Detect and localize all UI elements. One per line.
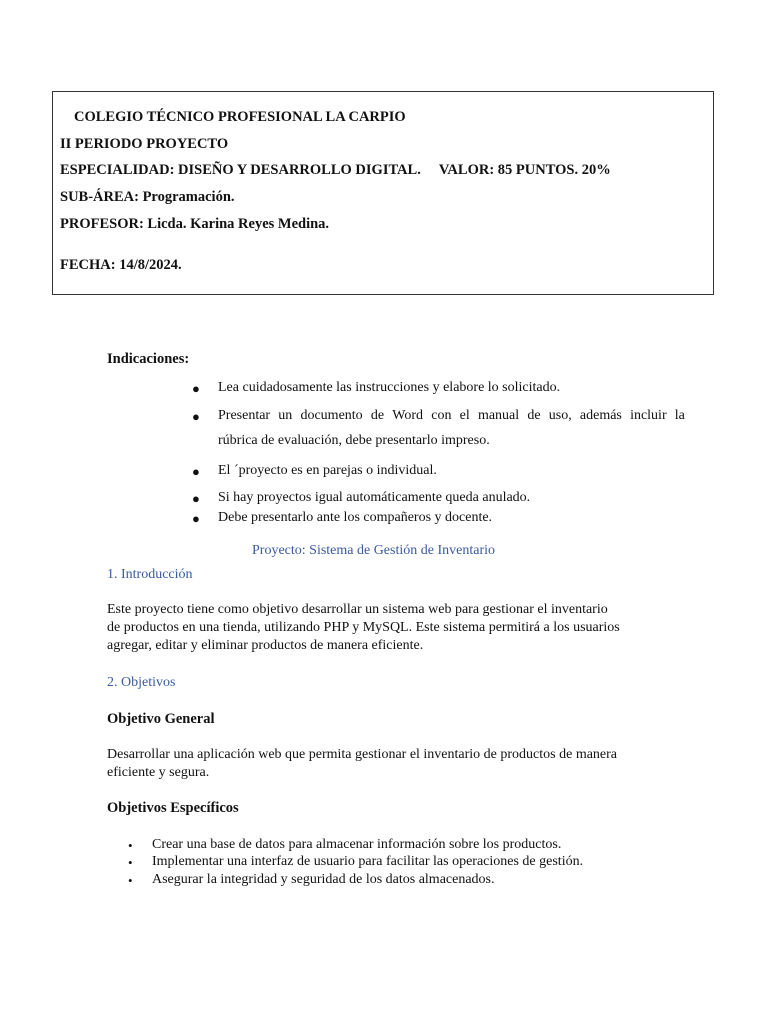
justified-line	[218, 408, 685, 424]
list-item: • Implementar una interfaz de usuario para facilitar las operaciones de gestión.	[128, 854, 584, 870]
specific-objectives-title: Objetivos Específicos	[107, 800, 239, 816]
word: uso,	[548, 408, 572, 423]
bullet-icon: •	[128, 855, 133, 870]
word: la	[674, 408, 685, 423]
list-item	[192, 408, 685, 424]
bullet-icon: •	[128, 838, 133, 853]
paragraph-line: agregar, editar y eliminar productos de manera eficiente.	[107, 638, 424, 653]
date-line: FECHA: 14/8/2024.	[60, 257, 182, 273]
word: además	[579, 408, 622, 423]
school-name: COLEGIO TÉCNICO PROFESIONAL LA CARPIO	[74, 109, 406, 125]
objectives-heading: 2. Objetivos	[107, 675, 176, 690]
word: incluir	[630, 408, 667, 423]
item-continuation: rúbrica de evaluación, debe presentarlo impreso.	[218, 433, 490, 448]
list-item: ● Lea cuidadosamente las instrucciones y elabore lo solicitado.	[192, 380, 561, 396]
word: de	[527, 408, 541, 423]
bullet-icon: ●	[192, 491, 200, 506]
project-title: Proyecto: Sistema de Gestión de Inventario	[252, 543, 495, 558]
bullet-icon: ●	[192, 464, 200, 479]
word: Presentar	[218, 408, 271, 423]
period-line: II PERIODO PROYECTO	[60, 136, 229, 152]
paragraph-line: Este proyecto tiene como objetivo desarrollar un sistema web para gestionar el inventario	[107, 602, 608, 617]
word: Word	[392, 408, 424, 423]
word: el	[459, 408, 470, 423]
introduction-heading: 1. Introducción	[107, 567, 193, 582]
list-item: • Asegurar la integridad y seguridad de los datos almacenados.	[128, 872, 495, 888]
specialty-line	[60, 162, 611, 179]
introduction-paragraph	[107, 601, 620, 655]
list-item: ● Debe presentarlo ante los compañeros y docente.	[192, 510, 493, 526]
bullet-icon: ●	[192, 511, 200, 526]
value-text: VALOR: 85 PUNTOS. 20%	[438, 162, 611, 178]
list-item: • Crear una base de datos para almacenar información sobre los productos.	[128, 837, 562, 853]
paragraph-line: eficiente y segura.	[107, 765, 210, 780]
paragraph-line: de productos en una tienda, utilizando PHP y MySQL. Este sistema permitirá a los usuarios	[107, 620, 620, 635]
bullet-icon: ●	[192, 409, 200, 424]
list-item: ● El ´proyecto es en parejas o individual.	[192, 463, 437, 479]
list-item: ● Si hay proyectos igual automáticamente queda anulado.	[192, 490, 531, 506]
general-objective-title: Objetivo General	[107, 711, 215, 727]
paragraph-line: Desarrollar una aplicación web que permita gestionar el inventario de productos de manera	[107, 747, 618, 762]
subarea-line: SUB-ÁREA: Programación.	[60, 189, 235, 205]
word: un	[278, 408, 293, 423]
bullet-icon: ●	[192, 381, 200, 396]
general-objective-paragraph	[107, 746, 617, 782]
indications-title: Indicaciones:	[107, 351, 190, 367]
bullet-icon: •	[128, 873, 133, 888]
specialty-text: ESPECIALIDAD: DISEÑO Y DESARROLLO DIGITAL.	[60, 162, 421, 178]
word: con	[431, 408, 452, 423]
teacher-line: PROFESOR: Licda. Karina Reyes Medina.	[60, 216, 330, 232]
word: manual	[477, 408, 520, 423]
word: de	[370, 408, 385, 423]
word: documento	[300, 408, 363, 423]
